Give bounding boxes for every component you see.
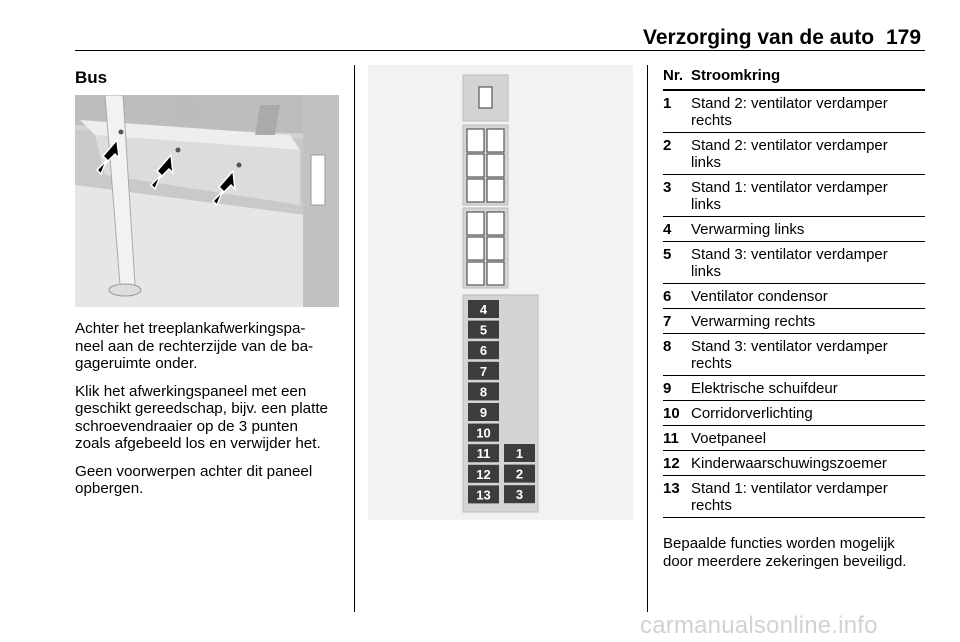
table-header (663, 66, 925, 91)
fuse-slot (504, 465, 535, 483)
fuse-label: 8 (479, 384, 488, 400)
table-row (663, 91, 925, 133)
fuse-slot (468, 341, 499, 359)
fuse-slot (504, 444, 535, 462)
header-title: Verzorging van de auto (643, 26, 875, 49)
circuit-description: Stand 3: ventilator verdamper links (691, 246, 888, 280)
paragraph: Klik het afwerkingspaneel met een geschikt gereedschap, bijv. een platte schroevendraaier op de 3 punten zoals afgebeeld los en verwijder het. (75, 382, 329, 452)
fuse-slot (468, 382, 499, 400)
fuse-number: 3 (663, 179, 672, 196)
circuit-description: Verwarming rechts (691, 313, 816, 330)
circuit-description: Kinderwaarschuwingszoemer (691, 455, 887, 472)
fuse-slot (468, 300, 499, 318)
circuit-description: Stand 1: ventilator verdamper links (691, 179, 888, 213)
fuse-table (663, 66, 925, 518)
fuse-label: 10 (476, 425, 491, 441)
table-row (663, 217, 925, 242)
circuit-description: Voetpaneel (691, 430, 767, 447)
fuse-label: 5 (479, 322, 488, 338)
fuse-number: 9 (663, 380, 672, 397)
circuit-description: Stand 1: ventilator verdamper rechts (691, 480, 888, 514)
fuse-label: 11 (476, 446, 491, 462)
fuse-number: 8 (663, 338, 672, 355)
section-title: Bus (75, 68, 108, 87)
table-row (663, 284, 925, 309)
fuse-label: 9 (479, 405, 488, 420)
fuse-slot (504, 485, 535, 503)
circuit-description: Elektrische schuifdeur (691, 380, 838, 397)
fuse-label: 2 (515, 466, 524, 482)
fuse-number: 2 (663, 137, 672, 154)
watermark: carmanualsonline.info (640, 612, 878, 639)
fuse-number: 12 (663, 455, 680, 472)
table-row (663, 334, 925, 376)
footnote: Bepaalde functies worden mogelijk door meerdere zekeringen beveiligd. (663, 535, 907, 570)
fuse-slot (468, 444, 499, 462)
paragraph: Geen voorwerpen achter dit paneel opbergen. (75, 462, 313, 497)
circuit-description: Verwarming links (691, 221, 805, 238)
fuse-label: 3 (515, 487, 524, 503)
table-row (663, 401, 925, 426)
circuit-description: Stand 3: ventilator verdamper rechts (691, 338, 888, 372)
fuse-slot (468, 485, 499, 503)
table-row (663, 175, 925, 217)
table-row (663, 242, 925, 284)
fuse-slot (468, 321, 499, 339)
fuse-number: 7 (663, 313, 672, 330)
circuit-description: Corridorverlichting (691, 405, 813, 422)
column-divider-left (354, 65, 355, 612)
trunk-panel-photo (75, 95, 339, 307)
fuse-number: 13 (663, 480, 680, 497)
fuse-label: 13 (476, 487, 491, 503)
fuse-number: 5 (663, 246, 672, 263)
table-row (663, 309, 925, 334)
column-divider-right (647, 65, 648, 612)
fuse-number: 6 (663, 288, 672, 305)
fuse-slot (468, 465, 499, 483)
page-number: 179 (886, 26, 922, 49)
circuit-description: Stand 2: ventilator verdamper rechts (691, 95, 888, 129)
fuse-number: 10 (663, 405, 680, 422)
table-row (663, 476, 925, 518)
header-circuit: Stroomkring (691, 67, 781, 84)
table-row (663, 426, 925, 451)
fuse-number: 1 (663, 95, 672, 112)
table-body (663, 91, 925, 518)
circuit-description: Stand 2: ventilator verdamper links (691, 137, 888, 171)
fuse-number: 4 (663, 221, 672, 238)
fuse-label: 12 (476, 466, 491, 482)
fuse-slot (468, 403, 499, 421)
instructions-text (75, 320, 345, 508)
fuse-label: 4 (479, 302, 488, 317)
fuse-label: 7 (479, 363, 488, 379)
fuse-label: 6 (479, 343, 488, 359)
fuse-number: 11 (663, 430, 679, 447)
table-row (663, 133, 925, 175)
circuit-description: Ventilator condensor (691, 288, 828, 305)
fuse-right-column (504, 444, 535, 503)
fuse-slot (468, 362, 499, 380)
header-nr: Nr. (663, 67, 684, 84)
header-rule (75, 50, 925, 51)
paragraph: Achter het treeplankafwerkingspa- neel aan de rechterzijde van de ba- gageruimte onder. (75, 320, 314, 372)
fuse-box-diagram (368, 65, 633, 520)
fuse-label: 1 (515, 446, 524, 461)
table-row (663, 451, 925, 476)
fuse-slot (468, 424, 499, 442)
table-row (663, 376, 925, 401)
